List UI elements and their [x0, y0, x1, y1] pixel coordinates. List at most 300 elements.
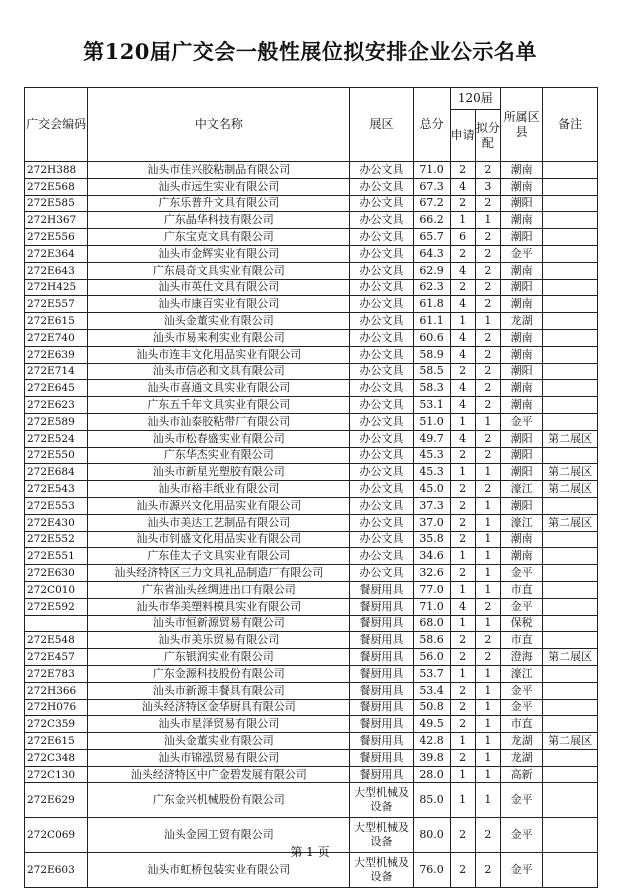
cell-apply: 2 — [450, 497, 475, 514]
cell-name: 汕头市美达工艺制品有限公司 — [88, 514, 350, 531]
cell-apply: 4 — [450, 262, 475, 279]
cell-apply: 1 — [450, 212, 475, 229]
cell-score: 35.8 — [413, 531, 450, 548]
table-row — [25, 531, 598, 548]
cell-score: 32.6 — [413, 565, 450, 582]
cell-code: 272E615 — [25, 733, 88, 750]
cell-note — [543, 296, 598, 313]
cell-name: 汕头市金辉实业有限公司 — [88, 245, 350, 262]
cell-district: 潮阳 — [501, 497, 543, 514]
table-row — [25, 497, 598, 514]
cell-district: 金平 — [501, 783, 543, 818]
cell-note — [543, 212, 598, 229]
cell-allocate: 2 — [475, 195, 500, 212]
cell-score: 49.7 — [413, 430, 450, 447]
cell-note — [543, 346, 598, 363]
cell-name: 汕头市连丰文化用品实业有限公司 — [88, 346, 350, 363]
cell-note — [543, 245, 598, 262]
cell-code: 272H425 — [25, 279, 88, 296]
cell-score: 51.0 — [413, 413, 450, 430]
cell-name: 广东金源科技股份有限公司 — [88, 665, 350, 682]
cell-district: 潮南 — [501, 346, 543, 363]
cell-category: 餐厨用具 — [350, 632, 413, 649]
cell-score: 37.3 — [413, 497, 450, 514]
cell-score: 80.0 — [413, 818, 450, 853]
cell-district: 市直 — [501, 716, 543, 733]
table-row — [25, 380, 598, 397]
header-allocate: 拟分配 — [475, 110, 500, 162]
cell-apply: 2 — [450, 447, 475, 464]
cell-code: 272H076 — [25, 699, 88, 716]
cell-score: 65.7 — [413, 229, 450, 246]
cell-allocate: 1 — [475, 699, 500, 716]
cell-code: 272E457 — [25, 649, 88, 666]
cell-allocate: 2 — [475, 397, 500, 414]
cell-name: 广东乐普升文具有限公司 — [88, 195, 350, 212]
cell-apply: 1 — [450, 783, 475, 818]
cell-category: 大型机械及设备 — [350, 853, 413, 888]
cell-name: 汕头市裕丰纸业有限公司 — [88, 481, 350, 498]
table-row — [25, 699, 598, 716]
cell-allocate: 1 — [475, 615, 500, 632]
table-row — [25, 733, 598, 750]
table-row — [25, 749, 598, 766]
cell-note: 第二展区 — [543, 430, 598, 447]
cell-note — [543, 682, 598, 699]
cell-apply: 1 — [450, 665, 475, 682]
cell-name: 汕头市喜通文具实业有限公司 — [88, 380, 350, 397]
cell-score: 53.4 — [413, 682, 450, 699]
table-row — [25, 581, 598, 598]
cell-note — [543, 783, 598, 818]
cell-district: 保税 — [501, 615, 543, 632]
cell-apply: 2 — [450, 531, 475, 548]
cell-note — [543, 598, 598, 615]
cell-code: 272E615 — [25, 313, 88, 330]
cell-apply: 4 — [450, 430, 475, 447]
cell-apply: 2 — [450, 481, 475, 498]
cell-note: 第二展区 — [543, 464, 598, 481]
cell-allocate: 1 — [475, 212, 500, 229]
cell-category: 餐厨用具 — [350, 749, 413, 766]
cell-district: 濠江 — [501, 665, 543, 682]
cell-name: 广东省汕头丝绸进出口有限公司 — [88, 581, 350, 598]
table-row — [25, 548, 598, 565]
cell-allocate: 1 — [475, 565, 500, 582]
header-apply: 申请 — [450, 110, 475, 162]
cell-note — [543, 497, 598, 514]
table-row — [25, 598, 598, 615]
cell-category: 办公文具 — [350, 447, 413, 464]
cell-score: 58.6 — [413, 632, 450, 649]
cell-score: 64.3 — [413, 245, 450, 262]
cell-code: 272E556 — [25, 229, 88, 246]
table-row — [25, 682, 598, 699]
cell-district: 潮阳 — [501, 279, 543, 296]
cell-category: 餐厨用具 — [350, 649, 413, 666]
cell-allocate: 2 — [475, 430, 500, 447]
cell-apply: 1 — [450, 413, 475, 430]
cell-apply: 2 — [450, 195, 475, 212]
cell-note — [543, 413, 598, 430]
cell-name: 汕头市康百实业有限公司 — [88, 296, 350, 313]
cell-code: 272C010 — [25, 581, 88, 598]
cell-name: 汕头市汕泰胶粘带厂有限公司 — [88, 413, 350, 430]
cell-name: 汕头经济特区金华厨具有限公司 — [88, 699, 350, 716]
table-row — [25, 195, 598, 212]
cell-district: 龙湖 — [501, 749, 543, 766]
cell-score: 45.3 — [413, 447, 450, 464]
cell-allocate: 2 — [475, 162, 500, 179]
header-code: 广交会编码 — [25, 88, 88, 162]
cell-allocate: 2 — [475, 632, 500, 649]
cell-category: 餐厨用具 — [350, 716, 413, 733]
cell-allocate: 2 — [475, 649, 500, 666]
cell-district: 金平 — [501, 853, 543, 888]
cell-name: 汕头金园工贸有限公司 — [88, 818, 350, 853]
table-row — [25, 296, 598, 313]
cell-name: 汕头金董实业有限公司 — [88, 313, 350, 330]
cell-district: 龙湖 — [501, 313, 543, 330]
cell-score: 71.0 — [413, 162, 450, 179]
cell-name: 汕头市恒新源贸易有限公司 — [88, 615, 350, 632]
cell-code: 272E643 — [25, 262, 88, 279]
cell-allocate: 1 — [475, 531, 500, 548]
cell-code: 272E550 — [25, 447, 88, 464]
cell-category: 办公文具 — [350, 363, 413, 380]
cell-code: 272C069 — [25, 818, 88, 853]
cell-apply: 2 — [450, 649, 475, 666]
cell-note: 第二展区 — [543, 481, 598, 498]
table-row — [25, 464, 598, 481]
table-row — [25, 229, 598, 246]
cell-name: 汕头市远生实业有限公司 — [88, 178, 350, 195]
cell-score: 68.0 — [413, 615, 450, 632]
cell-note — [543, 380, 598, 397]
cell-district: 潮南 — [501, 548, 543, 565]
cell-name: 汕头金董实业有限公司 — [88, 733, 350, 750]
cell-note — [543, 279, 598, 296]
cell-score: 50.8 — [413, 699, 450, 716]
cell-allocate: 2 — [475, 279, 500, 296]
cell-apply: 2 — [450, 245, 475, 262]
table-row — [25, 212, 598, 229]
cell-code: 272E430 — [25, 514, 88, 531]
cell-code: 272E568 — [25, 178, 88, 195]
cell-note — [543, 363, 598, 380]
cell-code: 272E589 — [25, 413, 88, 430]
cell-note — [543, 262, 598, 279]
table-row — [25, 632, 598, 649]
cell-score: 85.0 — [413, 783, 450, 818]
cell-allocate: 1 — [475, 581, 500, 598]
cell-district: 潮南 — [501, 329, 543, 346]
cell-category: 办公文具 — [350, 178, 413, 195]
cell-code: 272C130 — [25, 766, 88, 783]
cell-code: 272E783 — [25, 665, 88, 682]
cell-apply: 2 — [450, 514, 475, 531]
page-title: 第120届广交会一般性展位拟安排企业公示名单 — [83, 39, 537, 64]
cell-apply: 2 — [450, 818, 475, 853]
table-row — [25, 665, 598, 682]
cell-code: 272E557 — [25, 296, 88, 313]
cell-name: 汕头市美乐贸易有限公司 — [88, 632, 350, 649]
cell-allocate: 1 — [475, 464, 500, 481]
cell-code: 272E592 — [25, 598, 88, 615]
cell-apply: 4 — [450, 346, 475, 363]
header-session: 120届 — [450, 88, 501, 110]
cell-score: 60.6 — [413, 329, 450, 346]
cell-code: 272C359 — [25, 716, 88, 733]
cell-category: 餐厨用具 — [350, 581, 413, 598]
cell-allocate: 1 — [475, 716, 500, 733]
cell-note — [543, 699, 598, 716]
cell-category: 办公文具 — [350, 481, 413, 498]
cell-district: 金平 — [501, 818, 543, 853]
cell-district: 潮阳 — [501, 430, 543, 447]
cell-allocate: 1 — [475, 413, 500, 430]
cell-district: 市直 — [501, 632, 543, 649]
cell-allocate: 1 — [475, 665, 500, 682]
cell-allocate: 1 — [475, 682, 500, 699]
cell-note: 第二展区 — [543, 514, 598, 531]
page-number: 第 1 页 — [290, 845, 330, 859]
cell-name: 汕头市星泽贸易有限公司 — [88, 716, 350, 733]
cell-category: 办公文具 — [350, 245, 413, 262]
cell-name: 汕头市源兴文化用品实业有限公司 — [88, 497, 350, 514]
cell-category: 办公文具 — [350, 229, 413, 246]
cell-note — [543, 229, 598, 246]
cell-category: 办公文具 — [350, 313, 413, 330]
cell-note — [543, 329, 598, 346]
cell-allocate: 1 — [475, 497, 500, 514]
cell-apply: 6 — [450, 229, 475, 246]
cell-category: 大型机械及设备 — [350, 783, 413, 818]
cell-allocate: 2 — [475, 363, 500, 380]
cell-code: 272E551 — [25, 548, 88, 565]
cell-score: 77.0 — [413, 581, 450, 598]
cell-category: 办公文具 — [350, 279, 413, 296]
cell-score: 61.1 — [413, 313, 450, 330]
cell-code: 272E585 — [25, 195, 88, 212]
cell-note — [543, 632, 598, 649]
table-row — [25, 245, 598, 262]
cell-code: 272E548 — [25, 632, 88, 649]
cell-district: 濠江 — [501, 481, 543, 498]
table-row — [25, 162, 598, 179]
cell-allocate: 2 — [475, 447, 500, 464]
cell-allocate: 1 — [475, 514, 500, 531]
cell-score: 56.0 — [413, 649, 450, 666]
cell-score: 62.3 — [413, 279, 450, 296]
cell-note — [543, 548, 598, 565]
cell-category: 办公文具 — [350, 548, 413, 565]
cell-allocate: 1 — [475, 783, 500, 818]
cell-note — [543, 749, 598, 766]
cell-score: 53.7 — [413, 665, 450, 682]
cell-code: 272E630 — [25, 565, 88, 582]
cell-district: 高新 — [501, 766, 543, 783]
cell-district: 潮南 — [501, 262, 543, 279]
table-row — [25, 447, 598, 464]
cell-score: 53.1 — [413, 397, 450, 414]
cell-apply: 4 — [450, 397, 475, 414]
cell-category: 大型机械及设备 — [350, 818, 413, 853]
cell-apply: 4 — [450, 296, 475, 313]
cell-district: 潮阳 — [501, 229, 543, 246]
cell-district: 金平 — [501, 413, 543, 430]
cell-code: 272H367 — [25, 212, 88, 229]
cell-score: 34.6 — [413, 548, 450, 565]
cell-category: 办公文具 — [350, 531, 413, 548]
cell-score: 76.0 — [413, 853, 450, 888]
cell-note — [543, 531, 598, 548]
company-list-table — [24, 87, 598, 888]
cell-score: 37.0 — [413, 514, 450, 531]
cell-category: 办公文具 — [350, 397, 413, 414]
cell-category: 办公文具 — [350, 497, 413, 514]
table-row — [25, 716, 598, 733]
cell-score: 45.3 — [413, 464, 450, 481]
header-district: 所属区县 — [501, 88, 543, 162]
cell-score: 58.5 — [413, 363, 450, 380]
cell-note — [543, 665, 598, 682]
cell-note — [543, 615, 598, 632]
cell-score: 62.9 — [413, 262, 450, 279]
cell-category: 餐厨用具 — [350, 598, 413, 615]
cell-name: 广东宝克文具有限公司 — [88, 229, 350, 246]
header-note: 备注 — [543, 88, 598, 162]
cell-name: 汕头市锦泓贸易有限公司 — [88, 749, 350, 766]
cell-name: 广东银润实业有限公司 — [88, 649, 350, 666]
cell-note — [543, 195, 598, 212]
cell-score: 67.2 — [413, 195, 450, 212]
cell-category: 办公文具 — [350, 346, 413, 363]
table-row — [25, 783, 598, 818]
table-row — [25, 615, 598, 632]
cell-category: 办公文具 — [350, 195, 413, 212]
cell-code: 272E524 — [25, 430, 88, 447]
table-row — [25, 279, 598, 296]
cell-allocate: 2 — [475, 229, 500, 246]
cell-note — [543, 313, 598, 330]
table-row — [25, 766, 598, 783]
table-row — [25, 313, 598, 330]
cell-code — [25, 615, 88, 632]
cell-allocate: 1 — [475, 733, 500, 750]
cell-name: 汕头市钊盛文化用品实业有限公司 — [88, 531, 350, 548]
cell-apply: 4 — [450, 178, 475, 195]
table-row — [25, 565, 598, 582]
cell-name: 广东华杰实业有限公司 — [88, 447, 350, 464]
cell-district: 潮南 — [501, 178, 543, 195]
cell-apply: 4 — [450, 380, 475, 397]
cell-score: 28.0 — [413, 766, 450, 783]
cell-apply: 2 — [450, 682, 475, 699]
cell-allocate: 2 — [475, 329, 500, 346]
cell-district: 金平 — [501, 598, 543, 615]
cell-score: 71.0 — [413, 598, 450, 615]
cell-name: 汕头市松春盛实业有限公司 — [88, 430, 350, 447]
cell-note: 第二展区 — [543, 733, 598, 750]
cell-apply: 1 — [450, 733, 475, 750]
cell-category: 办公文具 — [350, 430, 413, 447]
cell-allocate: 2 — [475, 481, 500, 498]
cell-category: 办公文具 — [350, 565, 413, 582]
cell-apply: 4 — [450, 598, 475, 615]
cell-apply: 2 — [450, 565, 475, 582]
cell-apply: 4 — [450, 329, 475, 346]
cell-score: 49.5 — [413, 716, 450, 733]
cell-category: 餐厨用具 — [350, 615, 413, 632]
table-row — [25, 346, 598, 363]
header-score: 总分 — [413, 88, 450, 162]
cell-note — [543, 178, 598, 195]
cell-name: 汕头市信必和文具有限公司 — [88, 363, 350, 380]
cell-code: 272E553 — [25, 497, 88, 514]
cell-code: 272E552 — [25, 531, 88, 548]
cell-name: 汕头市新源丰餐具有限公司 — [88, 682, 350, 699]
cell-district: 金平 — [501, 682, 543, 699]
cell-code: 272H366 — [25, 682, 88, 699]
cell-code: 272E603 — [25, 853, 88, 888]
cell-district: 澄海 — [501, 649, 543, 666]
cell-apply: 1 — [450, 464, 475, 481]
cell-name: 汕头市易来利实业有限公司 — [88, 329, 350, 346]
cell-note — [543, 397, 598, 414]
header-category: 展区 — [350, 88, 413, 162]
header-name: 中文名称 — [88, 88, 350, 162]
cell-apply: 2 — [450, 853, 475, 888]
cell-apply: 2 — [450, 716, 475, 733]
cell-note — [543, 565, 598, 582]
cell-allocate: 1 — [475, 548, 500, 565]
cell-name: 广东五千年文具实业有限公司 — [88, 397, 350, 414]
cell-category: 餐厨用具 — [350, 733, 413, 750]
cell-allocate: 2 — [475, 818, 500, 853]
table-row — [25, 649, 598, 666]
cell-code: 272E543 — [25, 481, 88, 498]
table-row — [25, 413, 598, 430]
cell-name: 汕头市华美塑料模具实业有限公司 — [88, 598, 350, 615]
cell-category: 餐厨用具 — [350, 665, 413, 682]
cell-apply: 2 — [450, 699, 475, 716]
cell-allocate: 3 — [475, 178, 500, 195]
cell-district: 龙湖 — [501, 733, 543, 750]
cell-score: 58.3 — [413, 380, 450, 397]
cell-district: 潮阳 — [501, 363, 543, 380]
cell-district: 市直 — [501, 581, 543, 598]
cell-name: 汕头市新星光塑胶有限公司 — [88, 464, 350, 481]
cell-code: 272E623 — [25, 397, 88, 414]
cell-district: 潮南 — [501, 296, 543, 313]
cell-code: 272E629 — [25, 783, 88, 818]
cell-category: 餐厨用具 — [350, 699, 413, 716]
cell-code: 272C348 — [25, 749, 88, 766]
cell-name: 广东佳太子文具实业有限公司 — [88, 548, 350, 565]
cell-apply: 2 — [450, 749, 475, 766]
cell-district: 金平 — [501, 245, 543, 262]
cell-district: 潮南 — [501, 397, 543, 414]
cell-name: 汕头市佳兴胶粘制品有限公司 — [88, 162, 350, 179]
cell-district: 潮南 — [501, 162, 543, 179]
cell-district: 潮阳 — [501, 464, 543, 481]
cell-category: 办公文具 — [350, 413, 413, 430]
cell-apply: 1 — [450, 581, 475, 598]
cell-note: 第二展区 — [543, 649, 598, 666]
cell-allocate: 2 — [475, 853, 500, 888]
cell-category: 办公文具 — [350, 262, 413, 279]
